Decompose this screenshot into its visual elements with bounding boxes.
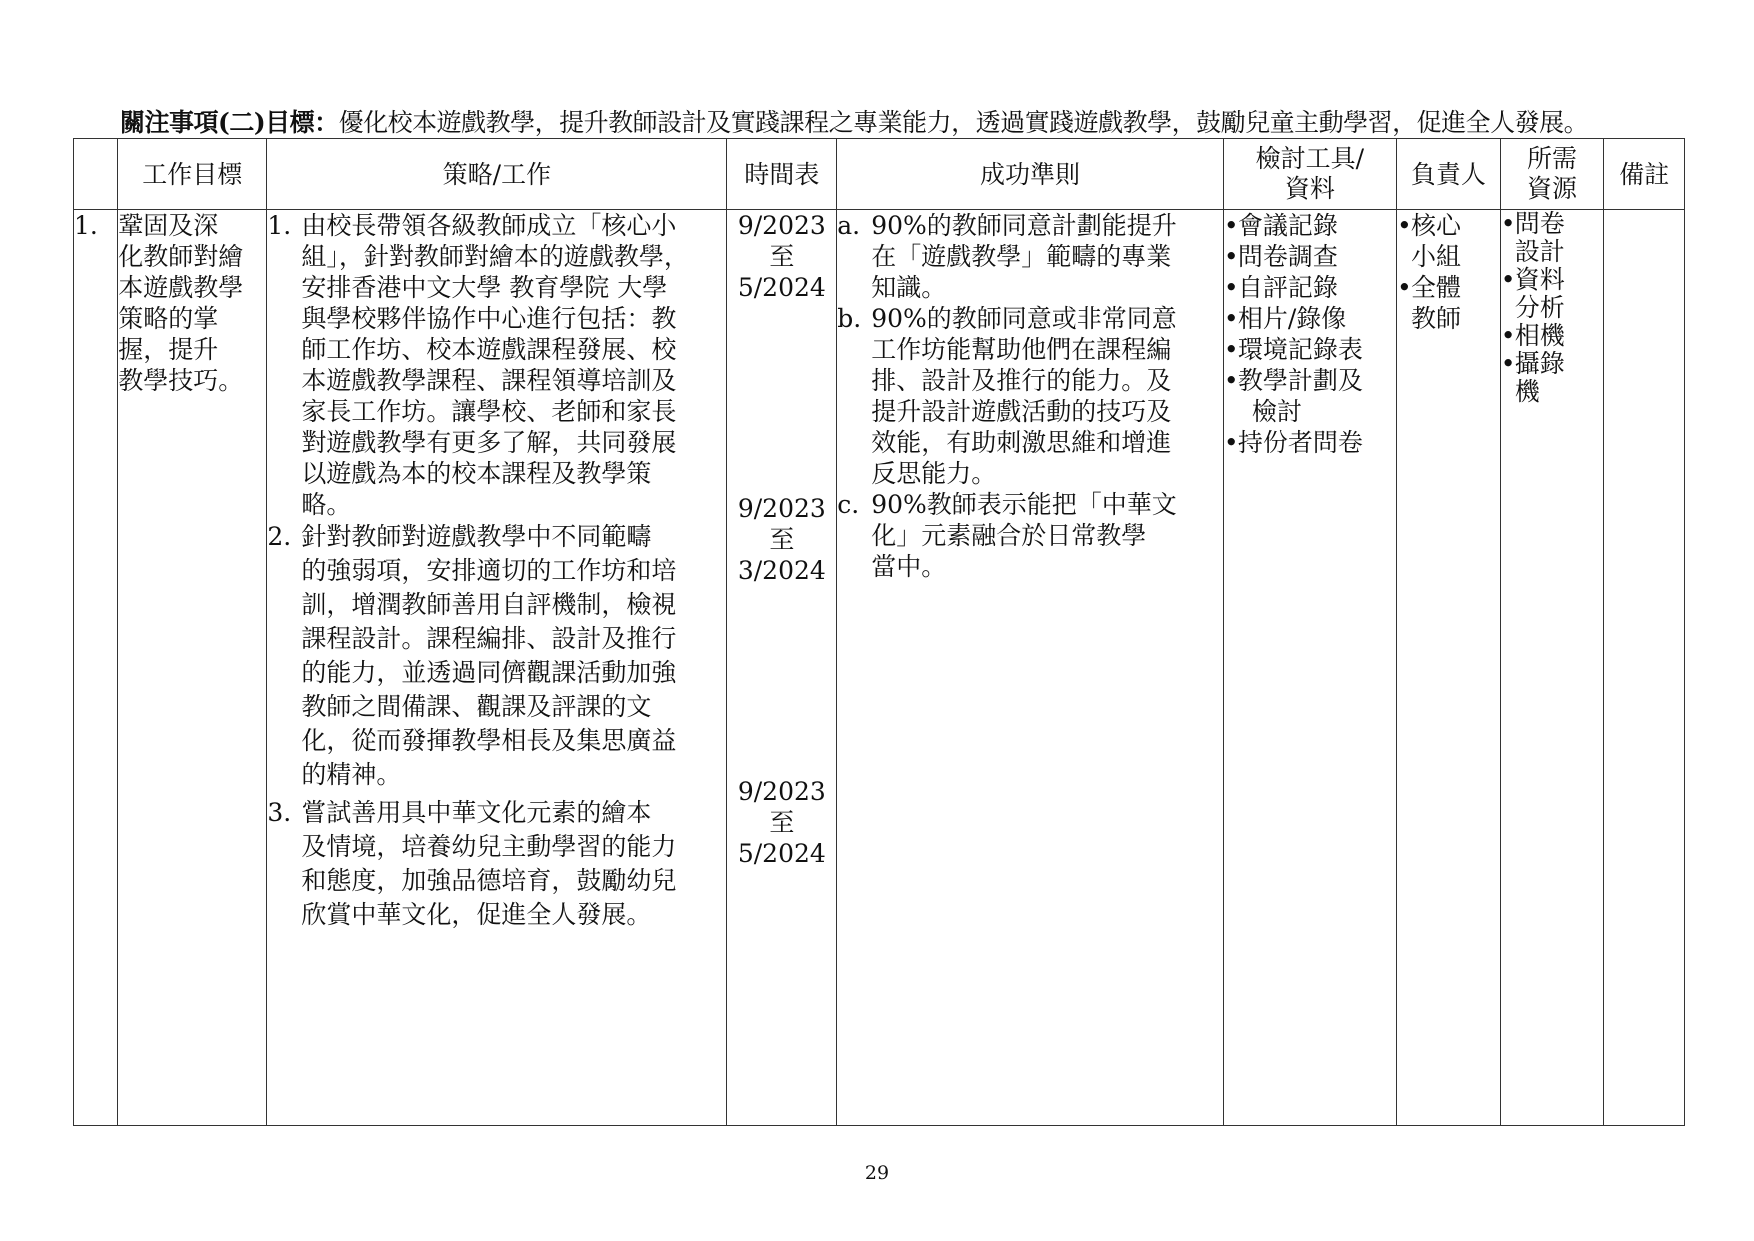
goal-cell xyxy=(118,210,267,1126)
strategy-item xyxy=(267,796,726,932)
criteria-letter: b. xyxy=(837,304,862,333)
bullet-icon: • xyxy=(1500,349,1516,378)
bullet-icon: • xyxy=(1223,366,1239,395)
criteria-text xyxy=(871,489,1223,582)
tools-item xyxy=(1224,334,1396,365)
focus-heading-text: 優化校本遊戲教學，提升教師設計及實踐課程之專業能力，透過實踐遊戲教學，鼓勵兒童主動學習，促進全人發展。 xyxy=(338,108,1589,137)
goal-line: 本遊戲教學 xyxy=(118,273,244,302)
tools-item xyxy=(1224,241,1396,272)
person-line: 核心 xyxy=(1410,211,1461,240)
strategy-line: 的能力，並透過同儕觀課活動加強 xyxy=(301,658,677,687)
person-item xyxy=(1397,272,1500,334)
bullet-icon: • xyxy=(1223,335,1239,364)
strategy-line: 師工作坊、校本遊戲課程發展、校 xyxy=(301,335,677,364)
header-resources-line: 所需 xyxy=(1527,144,1578,173)
criteria-line: 工作坊能幫助他們在課程編 xyxy=(871,335,1172,364)
goal-line: 握，提升 xyxy=(118,335,219,364)
tools-item xyxy=(1224,210,1396,241)
strategy-item xyxy=(267,520,726,792)
page-number: 29 xyxy=(864,1162,890,1184)
criteria-item xyxy=(837,303,1223,489)
resource-item xyxy=(1501,266,1604,322)
timetable-block xyxy=(727,493,836,586)
focus-heading-label: 關注事項(二)目標： xyxy=(120,108,339,137)
resource-line: 相機 xyxy=(1514,321,1565,350)
tools-item xyxy=(1224,303,1396,334)
person-cell xyxy=(1396,210,1500,1126)
strategy-text xyxy=(301,210,726,520)
strategy-line: 由校長帶領各級教師成立「核心小 xyxy=(301,211,677,240)
bullet-icon: • xyxy=(1223,428,1239,457)
header-remarks: 備註 xyxy=(1604,139,1685,210)
criteria-line: 反思能力。 xyxy=(871,459,997,488)
tools-line: 相片/錄像 xyxy=(1237,304,1347,333)
timetable-start: 9/2023 xyxy=(737,777,826,806)
resource-line: 分析 xyxy=(1514,293,1565,322)
resource-item xyxy=(1501,350,1604,406)
timetable-start: 9/2023 xyxy=(737,494,826,523)
criteria-line: 90%教師表示能把「中華文 xyxy=(871,490,1177,519)
tools-line: 會議記錄 xyxy=(1237,211,1338,240)
tools-line: 持份者問卷 xyxy=(1237,428,1363,457)
person-line: 小組 xyxy=(1410,242,1461,271)
strategy-text xyxy=(301,796,726,932)
strategy-line: 的強弱項，安排適切的工作坊和培 xyxy=(301,556,677,585)
row-number: 1. xyxy=(74,210,118,1126)
criteria-line: 在「遊戲教學」範疇的專業 xyxy=(871,242,1172,271)
criteria-line: 知識。 xyxy=(871,273,947,302)
strategy-line: 略。 xyxy=(301,490,352,519)
resource-item xyxy=(1501,210,1604,266)
resource-line: 攝錄 xyxy=(1514,349,1565,378)
header-tools-line: 資料 xyxy=(1284,174,1335,203)
header-row xyxy=(74,139,1685,210)
bullet-icon: • xyxy=(1223,242,1239,271)
criteria-line: 當中。 xyxy=(871,552,947,581)
timetable-end: 5/2024 xyxy=(737,839,826,868)
person-line: 教師 xyxy=(1410,304,1461,333)
strategy-item xyxy=(267,210,726,520)
goal-line: 教學技巧。 xyxy=(118,366,244,395)
resource-line: 資料 xyxy=(1514,265,1565,294)
strategy-line: 的精神。 xyxy=(301,760,402,789)
focus-heading xyxy=(120,103,1588,139)
resource-line: 設計 xyxy=(1514,237,1565,266)
strategy-line: 與學校夥伴協作中心進行包括：教 xyxy=(301,304,677,333)
timetable-block xyxy=(727,210,836,303)
criteria-line: 化」元素融合於日常教學 xyxy=(871,521,1147,550)
tools-item xyxy=(1224,272,1396,303)
tools-line: 自評記錄 xyxy=(1237,273,1338,302)
timetable-to: 至 xyxy=(769,525,795,554)
goal-line: 鞏固及深 xyxy=(118,211,219,240)
strategy-line: 和態度，加強品德培育，鼓勵幼兒 xyxy=(301,866,677,895)
strategy-number: 2. xyxy=(267,522,292,551)
header-timetable: 時間表 xyxy=(727,139,837,210)
strategy-line: 欣賞中華文化，促進全人發展。 xyxy=(301,900,652,929)
strategy-line: 組」，針對教師對繪本的遊戲教學， xyxy=(301,242,689,271)
resource-item xyxy=(1501,322,1604,350)
header-criteria: 成功準則 xyxy=(837,139,1224,210)
resource-line: 問卷 xyxy=(1514,209,1565,238)
strategy-line: 訓，增潤教師善用自評機制，檢視 xyxy=(301,590,677,619)
header-resources xyxy=(1500,139,1604,210)
criteria-line: 效能，有助刺激思維和增進 xyxy=(871,428,1172,457)
header-tools-line: 檢討工具/ xyxy=(1255,144,1365,173)
criteria-item xyxy=(837,489,1223,582)
bullet-icon: • xyxy=(1223,304,1239,333)
header-tools xyxy=(1223,139,1396,210)
criteria-line: 排、設計及推行的能力。及 xyxy=(871,366,1172,395)
tools-line: 檢討 xyxy=(1251,397,1302,426)
strategy-line: 針對教師對遊戲教學中不同範疇 xyxy=(301,522,652,551)
tools-cell xyxy=(1223,210,1396,1126)
header-resources-line: 資源 xyxy=(1527,174,1578,203)
person-item xyxy=(1397,210,1500,272)
plan-table xyxy=(73,138,1685,1126)
timetable-to: 至 xyxy=(769,242,795,271)
strategy-line: 及情境，培養幼兒主動學習的能力 xyxy=(301,832,677,861)
header-goal: 工作目標 xyxy=(118,139,267,210)
criteria-cell xyxy=(837,210,1224,1126)
timetable-block xyxy=(727,776,836,869)
strategy-cell xyxy=(267,210,727,1126)
tools-line: 環境記錄表 xyxy=(1237,335,1363,364)
strategy-line: 教師之間備課、觀課及評課的文 xyxy=(301,692,652,721)
strategy-text xyxy=(301,520,726,792)
strategy-line: 以遊戲為本的校本課程及教學策 xyxy=(301,459,652,488)
bullet-icon: • xyxy=(1396,211,1412,240)
tools-line: 教學計劃及 xyxy=(1237,366,1363,395)
timetable-end: 3/2024 xyxy=(737,556,826,585)
goal-line: 策略的掌 xyxy=(118,304,219,333)
criteria-text xyxy=(871,303,1223,489)
strategy-line: 對遊戲教學有更多了解，共同發展 xyxy=(301,428,677,457)
criteria-line: 90%的教師同意或非常同意 xyxy=(871,304,1177,333)
tools-item xyxy=(1224,427,1396,458)
tools-line: 問卷調查 xyxy=(1237,242,1338,271)
goal-line: 化教師對繪 xyxy=(118,242,244,271)
table-row xyxy=(74,210,1685,1126)
resource-line: 機 xyxy=(1514,377,1540,406)
strategy-line: 家長工作坊。讓學校、老師和家長 xyxy=(301,397,677,426)
person-line: 全體 xyxy=(1410,273,1461,302)
strategy-line: 嘗試善用具中華文化元素的繪本 xyxy=(301,798,652,827)
bullet-icon: • xyxy=(1500,209,1516,238)
bullet-icon: • xyxy=(1500,265,1516,294)
criteria-text xyxy=(871,210,1223,303)
timetable-end: 5/2024 xyxy=(737,273,826,302)
criteria-line: 90%的教師同意計劃能提升 xyxy=(871,211,1177,240)
timetable-to: 至 xyxy=(769,808,795,837)
strategy-line: 安排香港中文大學 教育學院 大學 xyxy=(301,273,668,302)
strategy-number: 1. xyxy=(267,211,292,240)
tools-item xyxy=(1224,365,1396,427)
bullet-icon: • xyxy=(1396,273,1412,302)
timetable-start: 9/2023 xyxy=(737,211,826,240)
bullet-icon: • xyxy=(1223,211,1239,240)
resources-cell xyxy=(1500,210,1604,1126)
strategy-number: 3. xyxy=(267,798,292,827)
strategy-line: 課程設計。課程編排、設計及推行 xyxy=(301,624,677,653)
timetable-cell xyxy=(727,210,837,1126)
criteria-letter: a. xyxy=(837,211,861,240)
bullet-icon: • xyxy=(1223,273,1239,302)
header-number xyxy=(74,139,118,210)
header-strategy: 策略/工作 xyxy=(267,139,727,210)
bullet-icon: • xyxy=(1500,321,1516,350)
criteria-line: 提升設計遊戲活動的技巧及 xyxy=(871,397,1172,426)
header-person: 負責人 xyxy=(1396,139,1500,210)
strategy-line: 化，從而發揮教學相長及集思廣益 xyxy=(301,726,677,755)
criteria-item xyxy=(837,210,1223,303)
criteria-letter: c. xyxy=(837,490,860,519)
strategy-line: 本遊戲教學課程、課程領導培訓及 xyxy=(301,366,677,395)
remarks-cell xyxy=(1604,210,1685,1126)
